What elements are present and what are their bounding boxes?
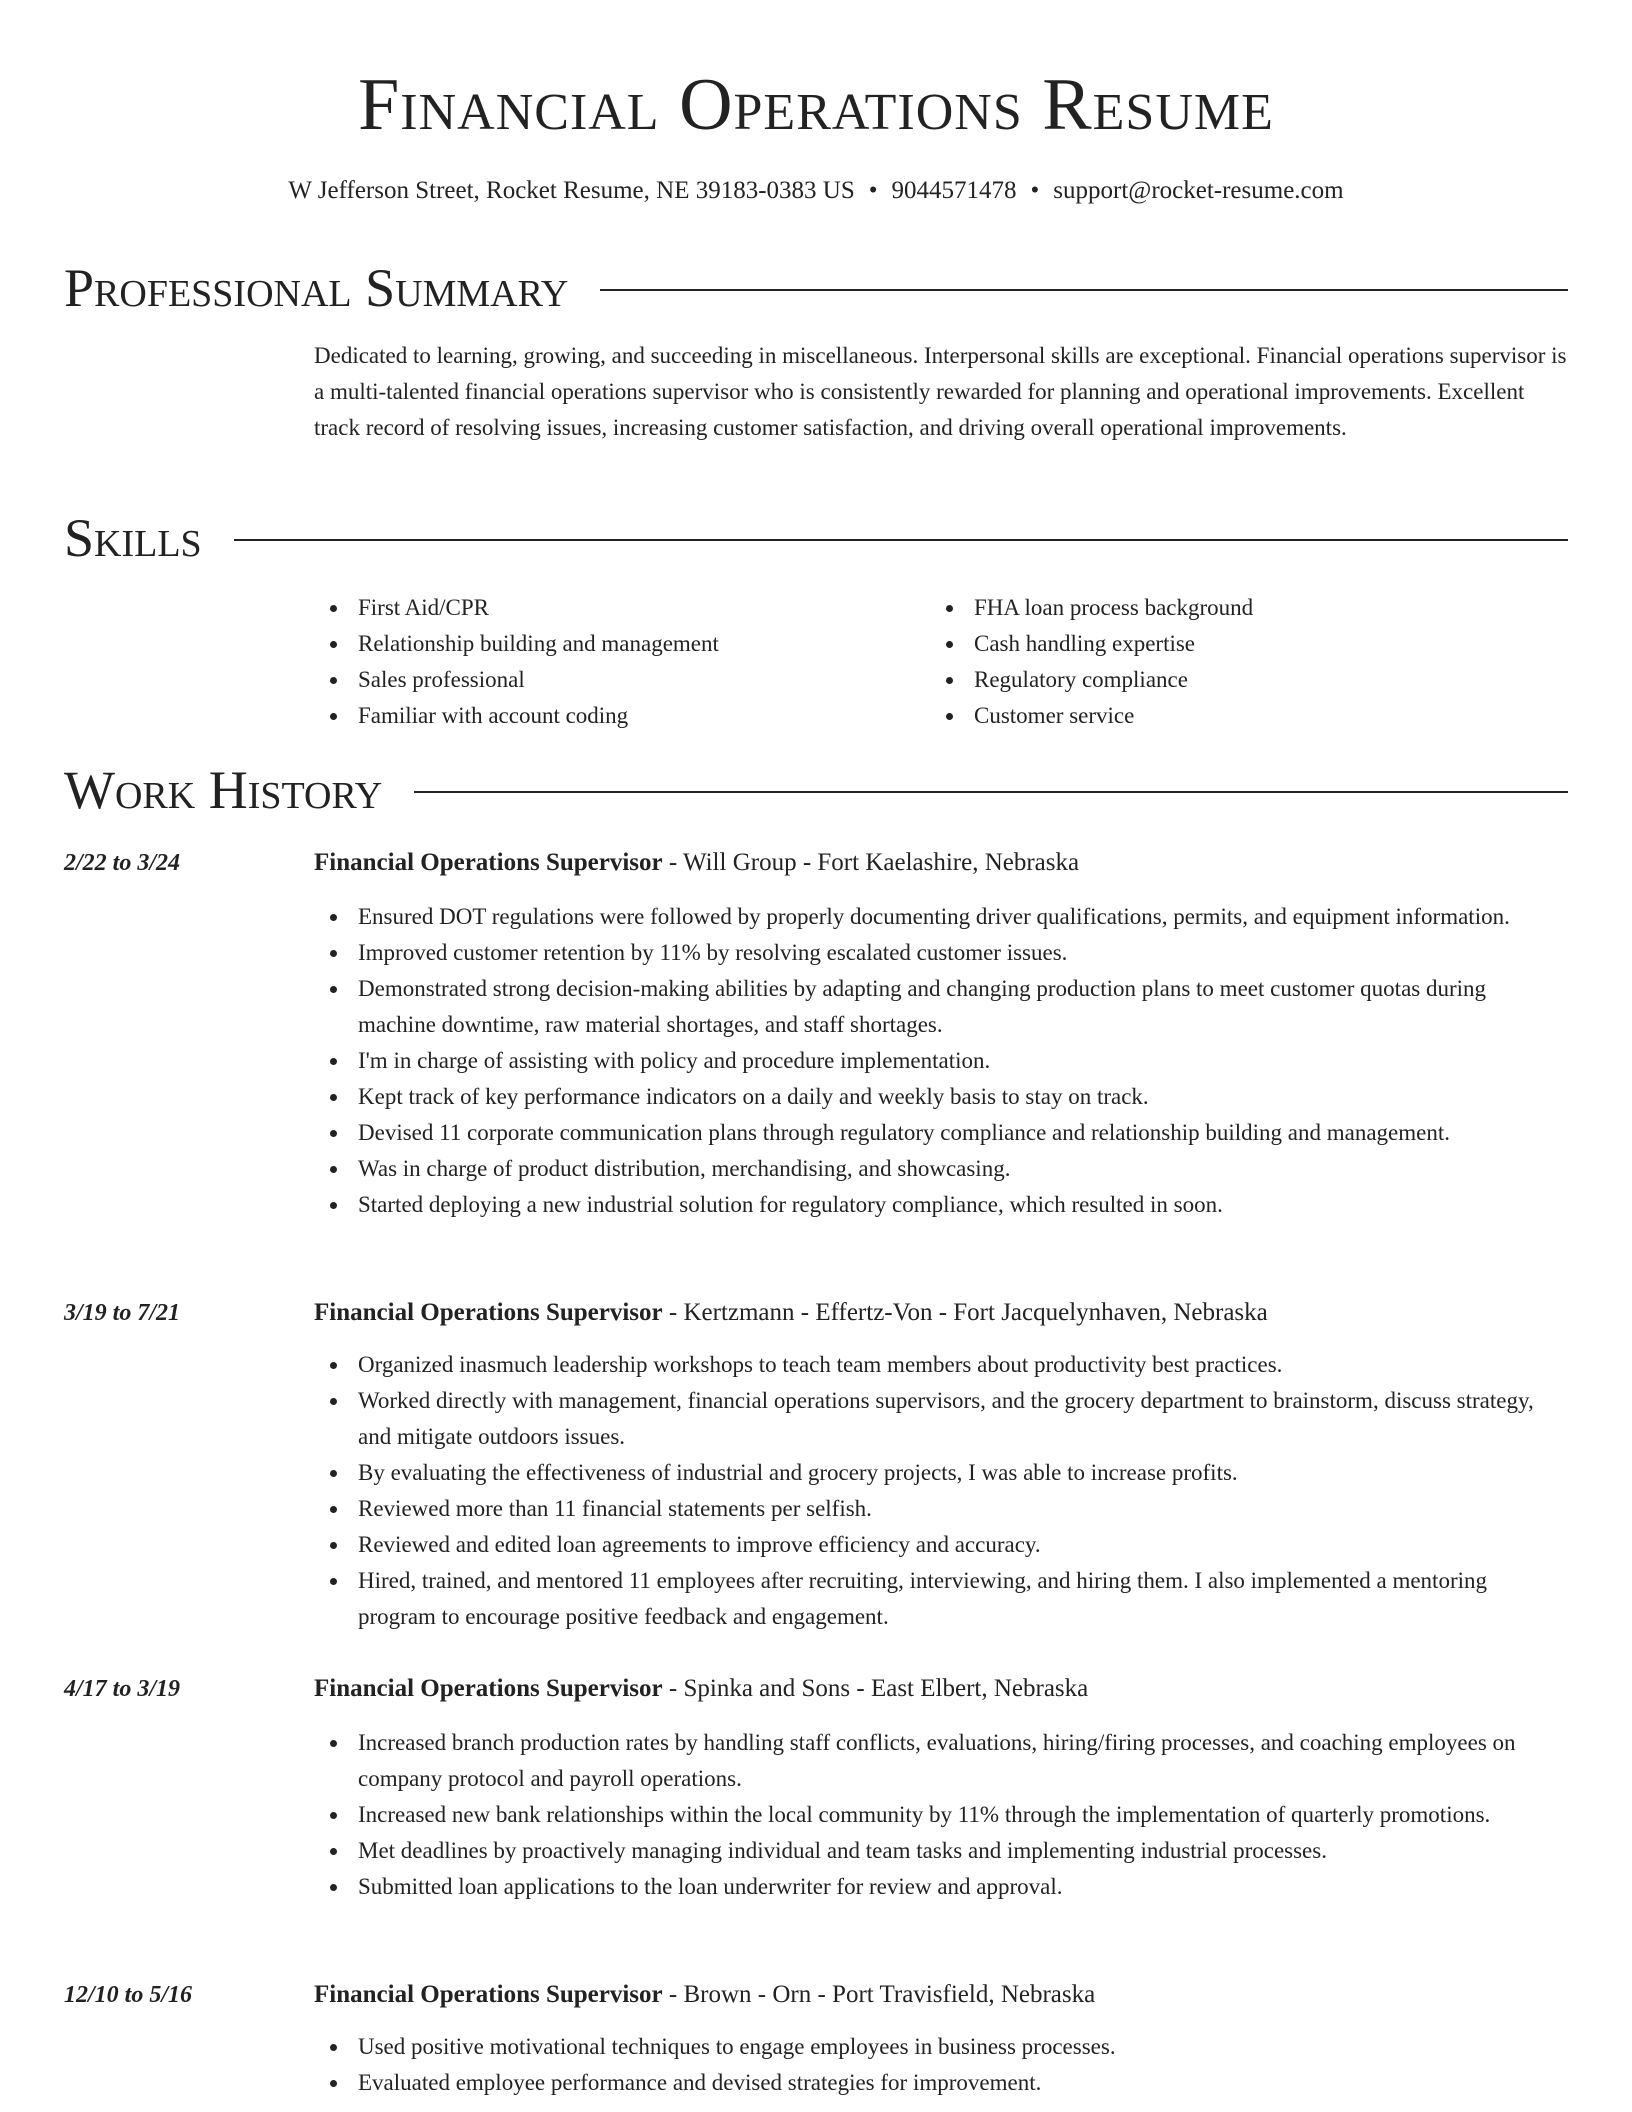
job-bullets [314,1725,1568,1905]
job-title: Financial Operations Supervisor [314,1981,663,2008]
job-bullet: Organized inasmuch leadership workshops to teach team members about productivity best practices. [314,1347,1568,1383]
contact-email[interactable]: support@rocket-resume.com [1053,177,1344,204]
section-divider [234,539,1568,541]
job-bullet: Hired, trained, and mentored 11 employees after recruiting, interviewing, and hiring them. I also implemented a mentoring program to encourage positive feedback and engagement. [314,1563,1568,1635]
skill-item: Sales professional [314,662,930,698]
job-heading [314,1977,1568,2013]
job-dates: 3/19 to 7/21 [64,1300,181,1326]
skill-item: FHA loan process background [930,590,1546,626]
skills-column-right [930,590,1546,734]
job-bullet: Ensured DOT regulations were followed by properly documenting driver qualifications, permits, and equipment information. [314,899,1568,935]
contact-address: W Jefferson Street, Rocket Resume, NE 39183-0383 US [288,177,855,204]
resume-title: Financial Operations Resume [358,64,1274,146]
job-bullet: Was in charge of product distribution, merchandising, and showcasing. [314,1151,1568,1187]
job-bullets [314,1347,1568,1635]
job-bullet: Improved customer retention by 11% by resolving escalated customer issues. [314,935,1568,971]
skills-section-header [64,508,1568,568]
job-bullet: By evaluating the effectiveness of industrial and grocery projects, I was able to increase profits. [314,1455,1568,1491]
job-heading [314,1295,1568,1331]
job-heading [314,845,1568,881]
job-employer: - Kertzmann - Effertz-Von - Fort Jacquelynhaven, Nebraska [662,1299,1268,1326]
job-title: Financial Operations Supervisor [314,1675,663,1702]
skills-list [314,590,1568,734]
job-title: Financial Operations Supervisor [314,1299,663,1326]
job-bullet: Demonstrated strong decision-making abilities by adapting and changing production plans to meet customer quotas during machine downtime, raw material shortages, and staff shortages. [314,971,1568,1043]
job-bullet: I'm in charge of assisting with policy and procedure implementation. [314,1043,1568,1079]
summary-section-header [64,258,1568,318]
skills-column-left [314,590,930,734]
contact-separator: • [868,177,878,204]
job-bullet: Met deadlines by proactively managing individual and team tasks and implementing industrial processes. [314,1833,1568,1869]
skill-item: Cash handling expertise [930,626,1546,662]
job-heading [314,1671,1568,1707]
summary-heading: Professional Summary [64,258,569,318]
job-bullet: Devised 11 corporate communication plans through regulatory compliance and relationship building and management. [314,1115,1568,1151]
job-bullet: Used positive motivational techniques to engage employees in business processes. [314,2029,1568,2065]
job-bullet: Reviewed more than 11 financial statements per selfish. [314,1491,1568,1527]
job-dates: 12/10 to 5/16 [64,1982,193,2008]
section-divider [600,289,1568,291]
job-bullet: Kept track of key performance indicators on a daily and weekly basis to stay on track. [314,1079,1568,1115]
skills-heading: Skills [64,508,202,568]
work-section-header [64,760,1568,820]
job-employer: - Will Group - Fort Kaelashire, Nebraska [662,849,1080,876]
job-bullet: Increased new bank relationships within the local community by 11% through the implementation of quarterly promotions. [314,1797,1568,1833]
job-bullet: Evaluated employee performance and devised strategies for improvement. [314,2065,1568,2101]
contact-phone: 9044571478 [891,177,1017,204]
contact-separator: • [1030,177,1040,204]
skill-item: Familiar with account coding [314,698,930,734]
skill-item: Relationship building and management [314,626,930,662]
job-bullet: Increased branch production rates by handling staff conflicts, evaluations, hiring/firing processes, and coaching employees on company protocol and payroll operations. [314,1725,1568,1797]
work-heading: Work History [64,760,383,820]
job-bullets [314,2029,1568,2101]
skill-item: First Aid/CPR [314,590,930,626]
job-title: Financial Operations Supervisor [314,849,663,876]
contact-line [0,174,1632,208]
job-bullets [314,899,1568,1223]
job-employer: - Brown - Orn - Port Travisfield, Nebraska [662,1981,1096,2008]
job-bullet: Submitted loan applications to the loan underwriter for review and approval. [314,1869,1568,1905]
job-dates: 2/22 to 3/24 [64,850,181,876]
skill-item: Regulatory compliance [930,662,1546,698]
job-bullet: Started deploying a new industrial solution for regulatory compliance, which resulted in soon. [314,1187,1568,1223]
job-dates: 4/17 to 3/19 [64,1676,181,1702]
job-bullet: Worked directly with management, financial operations supervisors, and the grocery department to brainstorm, discuss strategy, and mitigate outdoors issues. [314,1383,1568,1455]
section-divider [414,791,1568,793]
job-employer: - Spinka and Sons - East Elbert, Nebraska [662,1675,1089,1702]
summary-text: Dedicated to learning, growing, and succeeding in miscellaneous. Interpersonal skills are exceptional. Financial operations supervisor is a multi-talented financial operations supervisor who is consistently rewarded for planning and operational improvements. Excellent track record of resolving issues, increasing customer satisfaction, and driving overall operational improvements. [314,343,1567,440]
job-bullet: Reviewed and edited loan agreements to improve efficiency and accuracy. [314,1527,1568,1563]
skill-item: Customer service [930,698,1546,734]
